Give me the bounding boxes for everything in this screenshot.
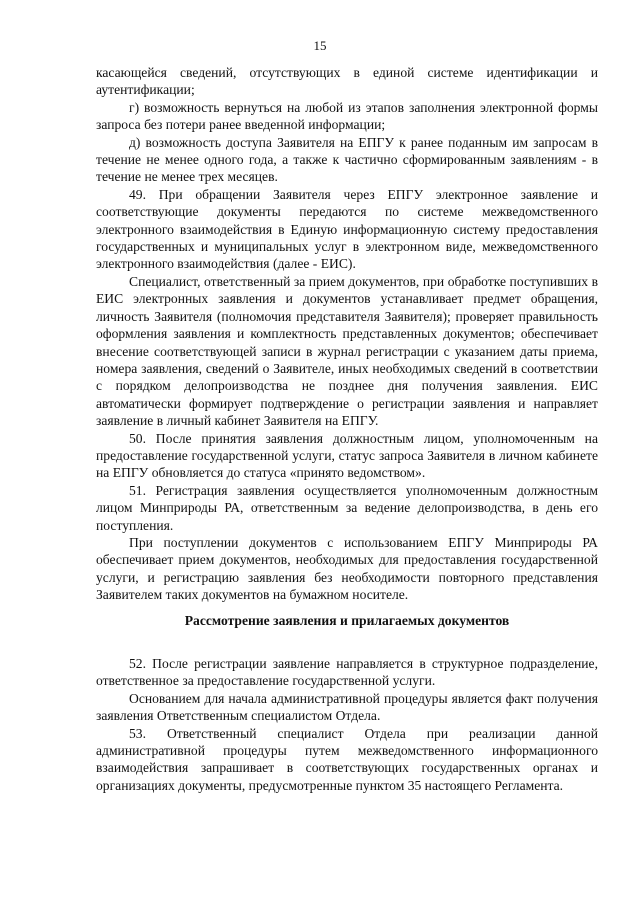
paragraph: Основанием для начала административной процедуры является факт получения заявления Ответственным специалистом Отдела.	[96, 690, 598, 724]
section-heading: Рассмотрение заявления и прилагаемых документов	[184, 612, 510, 628]
paragraph-52: 52. После регистрации заявление направляется в структурное подразделение, ответственное за предоставление государственной услуги.	[96, 656, 598, 689]
paragraph-49: 49. При обращении Заявителя через ЕПГУ электронное заявление и соответствующие документы передаются по системе межведомственного электронного взаимодействия в Единую информационную систему предоставления государственных и муниципальных услуг в электронном виде, межведомственного электронного взаимодействия (далее - ЕИС).	[96, 186, 598, 272]
paragraph-50: 50. После принятия заявления должностным лицом, уполномоченным на предоставление государственной услуги, статус запроса Заявителя в личном кабинете на ЕПГУ обновляется до статуса «принято ведомством».	[96, 430, 598, 481]
paragraph: Специалист, ответственный за прием документов, при обработке поступивших в ЕИС электронных заявления и документов устанавливает предмет обращения, личность Заявителя (полномочия представителя Заявителя); проверяет правильность оформления заявления и комплектность представленных документов; обеспечивает внесение соответствующей записи в журнал регистрации с указанием даты приема, номера заявления, сведений о Заявителе, иных необходимых сведений в соответствии с порядком делопроизводства не позднее дня получения заявления. ЕИС автоматически формирует подтверждение о регистрации заявления и направляет заявление в личный кабинет Заявителя на ЕПГУ.	[96, 273, 598, 429]
document-body	[96, 64, 598, 794]
paragraph-51: 51. Регистрация заявления осуществляется уполномоченным должностным лицом Минприроды РА, ответственным за ведение делопроизводства, в день его поступления.	[96, 482, 598, 533]
paragraph-53: 53. Ответственный специалист Отдела при реализации данной административной процедуры путем межведомственного информационного взаимодействия запрашивает в соответствующих государственных органах и организациях документы, предусмотренные пунктом 35 настоящего Регламента.	[96, 725, 598, 793]
paragraph: При поступлении документов с использованием ЕПГУ Минприроды РА обеспечивает прием документов, необходимых для предоставления государственной услуги, и регистрацию заявления без необходимости повторного представления Заявителем таких документов на бумажном носителе.	[96, 534, 598, 603]
page-number: 15	[313, 38, 327, 53]
paragraph: касающейся сведений, отсутствующих в единой системе идентификации и аутентификации;	[96, 65, 598, 98]
paragraph: д) возможность доступа Заявителя на ЕПГУ к ранее поданным им запросам в течение не менее одного года, а также к частично сформированным заявлениям - в течение не менее трех месяцев.	[96, 134, 598, 185]
paragraph: г) возможность вернуться на любой из этапов заполнения электронной формы запроса без потери ранее введенной информации;	[96, 99, 598, 133]
